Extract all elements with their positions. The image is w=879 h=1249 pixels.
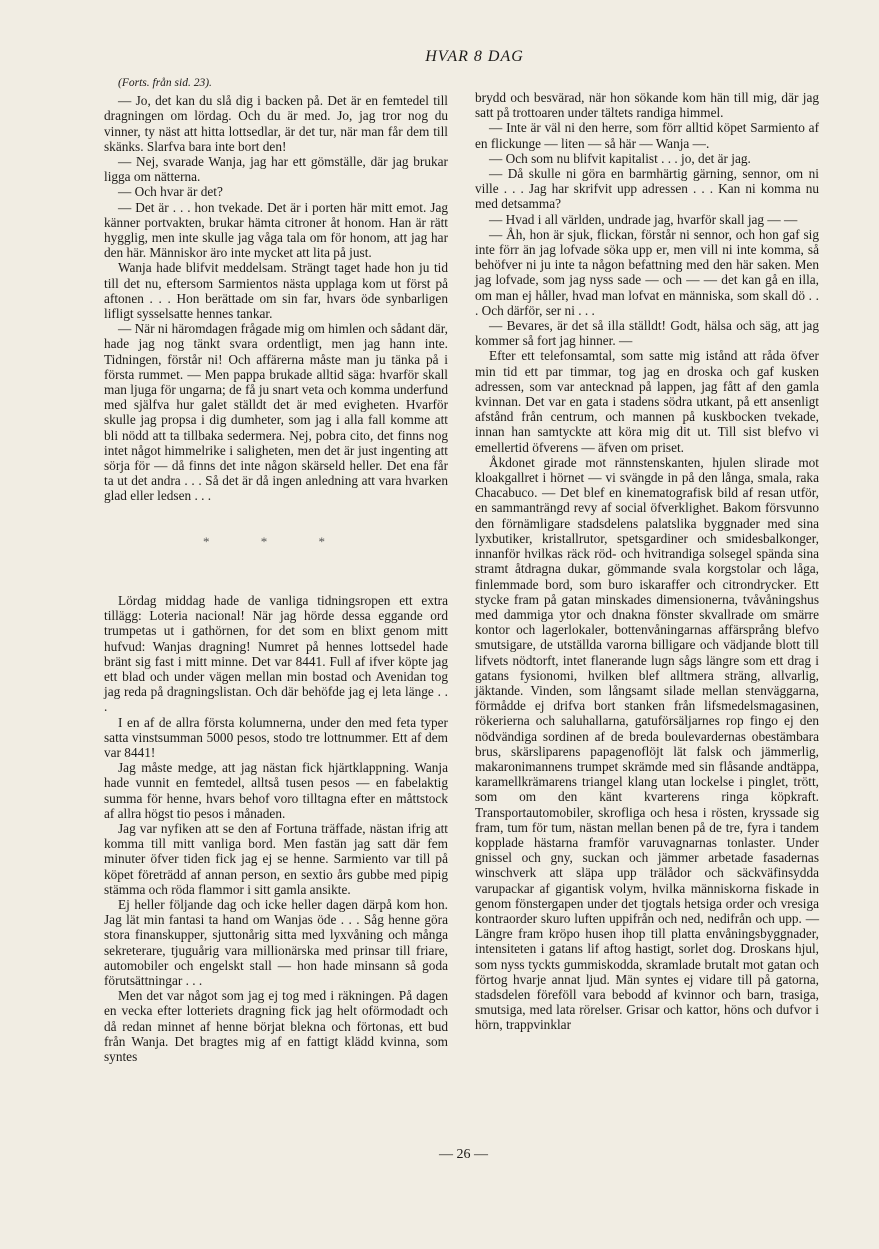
paragraph: — Hvad i all världen, undrade jag, hvarför skall jag — — bbox=[489, 211, 798, 227]
paragraph: brydd och besvärad, när hon sökande kom hän till mig, där jag satt på trottoaren under tältets randiga himmel. bbox=[475, 90, 819, 121]
paragraph: I en af de allra första kolumnerna, under den med feta typer satta vinstsumman 5000 pesos, stodo tre lottnummer. Ett af dem var 8441! bbox=[104, 714, 448, 760]
paragraph: — Jo, det kan du slå dig i backen på. Det är en femtedel till dragningen om lördag. Och du är med. Jo, jag tror nog du vinner, ty näst att hitta lottsedlar, är det tur, när man får dem till skänks. Slarfva bara inte bort den! bbox=[104, 93, 448, 154]
paragraph: Men det var något som jag ej tog med i räkningen. På dagen en vecka efter lotteriets dragning fick jag helt oförmodadt och då redan minnet af henne börjat blekna och förtonas, ett bud från Wanja. Det bragtes mig af en fattigt klädd kvinna, som syntes bbox=[104, 988, 448, 1064]
paragraph: — Nej, svarade Wanja, jag har ett gömställe, där jag brukar ligga om nätterna. bbox=[104, 154, 448, 185]
paragraph: Jag var nyfiken att se den af Fortuna träffade, nästan ifrig att komma till mitt vanliga bord. Men fastän jag satt där fem minuter öfver tiden fick jag ej se henne. Sarmiento var till på köpet företrädd af annan person, en sextio års gubbe med pipig stämma och röda flammor i sitt gamla ansikte. bbox=[104, 820, 448, 897]
section-separator: * * * bbox=[203, 533, 349, 549]
paragraph: — Inte är väl ni den herre, som förr alltid köpet Sarmiento af en flickunge — liten — så här — Wanja —. bbox=[475, 120, 819, 151]
paragraph: Åkdonet girade mot rännstenskanten, hjulen slirade mot kloakgallret i hörnet — vi svängde in på den långa, smala, raka Chacabuco. — Det blef en kinematografisk bild af resan utför, en sammanträngd revy af social öfverklighet. Bakom försvunno den förnämligare stadsdelens palatslika byggnader med sina lyxbutiker, kristallrutor, spetsgardiner och smidesbalkonger, innanför hvilkas räck röd- och hvitrandiga solsegel spända sina stramt åtdragna dukar, gömmande svala korgstolar och låga, finlemmade bord, som buro iskaraffer och citrondrycker. Ett stycke fram på gatan minskades dimensionerna, tvåvåningshus med dammiga ytor och dnakna fönster skvallrade om smärre kontor och lagerlokaler, bottenvåningarnas affärsprång blefvo smutsigare, de utställda varorna billigare och vädjande blott till lifvets nödtorft, intet flanerande lugn sågs längre som ett drag i gatans fysionomi, hvilken blef alltmera sträng, allvarlig, jäktande. Vinden, som långsamt silade mellan stenväggarna, förmådde ej drifva bort stanken från lifsmedelsmagasinen, rökerierna och saluhallarna, gatuförsäljarnes rop fingo ej den nödvändiga sordinen af de breda boulevardernas obestämbara brus, skärsliparens papagenoflöjt lät falsk och jämmerlig, makaronimannens trumpet skrämde med sin flåsande andtäppa, karamellkrämarens triangel klang utan lockelse i pinglet, trött, som om den känt kvarterens ringa köpkraft. Transportautomobiler, skrofliga och hesa i rösten, kryssade sig fram, tum för tum, nästan mellan benen på de tre, fyra i tandem kopplade hästarna framför varuvagnarnas tonlaster. Under gnissel och gny, suckan och jämmer arbetade fasadernas winschverk att släpa upp trälådor och säckväfinsydda varupackar af gigantisk volym, hvilka människorna fiskade in genom fönstergapen under det tjogtals hetsiga order och vresiga kontraorder skuro luften uppifrån och ned, nedifrån och upp. — Längre fram kröpo husen ihop till platta envåningsbyggnader, intensiteten i gatans lif aftog hastigt, sorlet dog. Droskans hjul, som nyss tyckts gummiskodda, skramlade brutalt mot gatan och förtog hvarje annat ljud. Män syntes ej vidare till på gatorna, stadsdelen föreföll vara bebodd af kvinnor och barn, trasiga, smutsiga, med lata rörelser. Grisar och kattor, höns och dufvor i hörn, trappvinklar bbox=[475, 454, 819, 1033]
continuation-note: (Forts. från sid. 23). bbox=[118, 77, 212, 89]
paragraph: Efter ett telefonsamtal, som satte mig istånd att råda öfver min tid ett par timmar, tog jag en droska och gaf kusken adressen, som var antecknad på lappen, jag fått af den gamla kvinnan. Det var en gata i stadens södra utkant, på ett ansenligt afstånd från centrum, och mannen på kuskbocken tvekade, innan han samtyckte att köra mig dit ut. Till sist blefvo vi emellertid öfverens — äfven om priset. bbox=[475, 348, 819, 455]
paragraph: — Det är . . . hon tvekade. Det är i porten här mitt emot. Jag känner portvakten, brukar hämta citroner åt honom. Han är rätt hygglig, men inte skulle jag våga tala om för honom, att jag har den här. Människor äro inte mycket att lita på just. bbox=[104, 199, 448, 261]
right-column bbox=[475, 90, 819, 1033]
paragraph: — Och som nu blifvit kapitalist . . . jo, det är jag. bbox=[489, 150, 751, 166]
paragraph: — Då skulle ni göra en barmhärtig gärning, sennor, om ni ville . . . Jag har skrifvit upp adressen . . . Kan ni komma nu med detsamma? bbox=[475, 166, 819, 212]
paragraph: Lördag middag hade de vanliga tidningsropen ett extra tillägg: Loteria nacional! När jag hörde dessa eggande ord trumpetas ut i gathörnen, for det som en blixt genom mitt hufvud: Wanjas dragning! Numret på hennes lottsedel hade bränt sig fast i mitt minne. Det var 8441. Full af ifver köpte jag ett blad och under vägen mellan min bostad och Avenidan tog jag reda på dragningslistan. Och där behöfde jag ej leta länge . . . bbox=[104, 592, 448, 715]
paragraph: Jag måste medge, att jag nästan fick hjärtklappning. Wanja hade vunnit en femtedel, alltså tusen pesos — en fabelaktig summa för henne, hvars behof voro tilltagna efter en måttstock af allra högst tio pesos i månaden. bbox=[104, 760, 448, 821]
paragraph: — Åh, hon är sjuk, flickan, förstår ni sennor, och hon gaf sig inte förr än jag lofvade söka upp er, men vill ni inte komma, så behöfver ni ju inte ta någon befattning med den här saken. Men jag lofvade, som jag nyss sade — och — — det kan gå en illa, om man ej håller, hvad man lofvat en människa, som skall dö . . . Och därför, ser ni . . . bbox=[475, 226, 819, 318]
paragraph: Wanja hade blifvit meddelsam. Strängt taget hade hon ju tid till det nu, eftersom Sarmientos nästa upplaga kom ut först på aftonen . . . Hon berättade om sin far, hvars öde synbarligen lifligt sysselsatte hennes tankar. bbox=[104, 260, 448, 322]
paragraph: — När ni häromdagen frågade mig om himlen och sådant där, hade jag nog tänkt svara ordentligt, men jag hann inte. Tidningen, förstår ni! Och affärerna måste man ju tänka på i första rummet. — Men pappa brukade alltid säga: hvarför skall man ljuga för ungarna; de få ju snart veta och komma underfund med själfva hur galet ställdt det är med evigheten. Hvarför skulle jag propsa i dig dumheter, som jag i alla fall komme att bli nödd att ta tillbaka sedermera. Nej, pobra cito, det finns nog intet något himmelrike i saligheten, men det är just ingenting att sörja för — då finns det inte någon skärseld heller. Det ena får ta ut det andra . . . Så det är då ingen anledning att vara hvarken glad eller ledsen . . . bbox=[104, 321, 448, 504]
paragraph: — Bevares, är det så illa ställdt! Godt, hälsa och säg, att jag kommer så fort jag hinner. — bbox=[475, 318, 819, 349]
paragraph: — Och hvar är det? bbox=[118, 184, 223, 200]
page-number: — 26 — bbox=[439, 1147, 488, 1162]
left-column bbox=[104, 76, 448, 1064]
paragraph: Ej heller följande dag och icke heller dagen därpå kom hon. Jag lät min fantasi ta hand om Wanjas öde . . . Såg henne göra stora finanskupper, sjuttonårig sitta med lyxvåning och många sekreterare, tjuguårig vara millionärska med prinsar till friare, automobiler och engelskt stall — hon hade minsann så goda förutsättningar . . . bbox=[104, 896, 448, 988]
page-header: HVAR 8 DAG bbox=[425, 48, 524, 65]
